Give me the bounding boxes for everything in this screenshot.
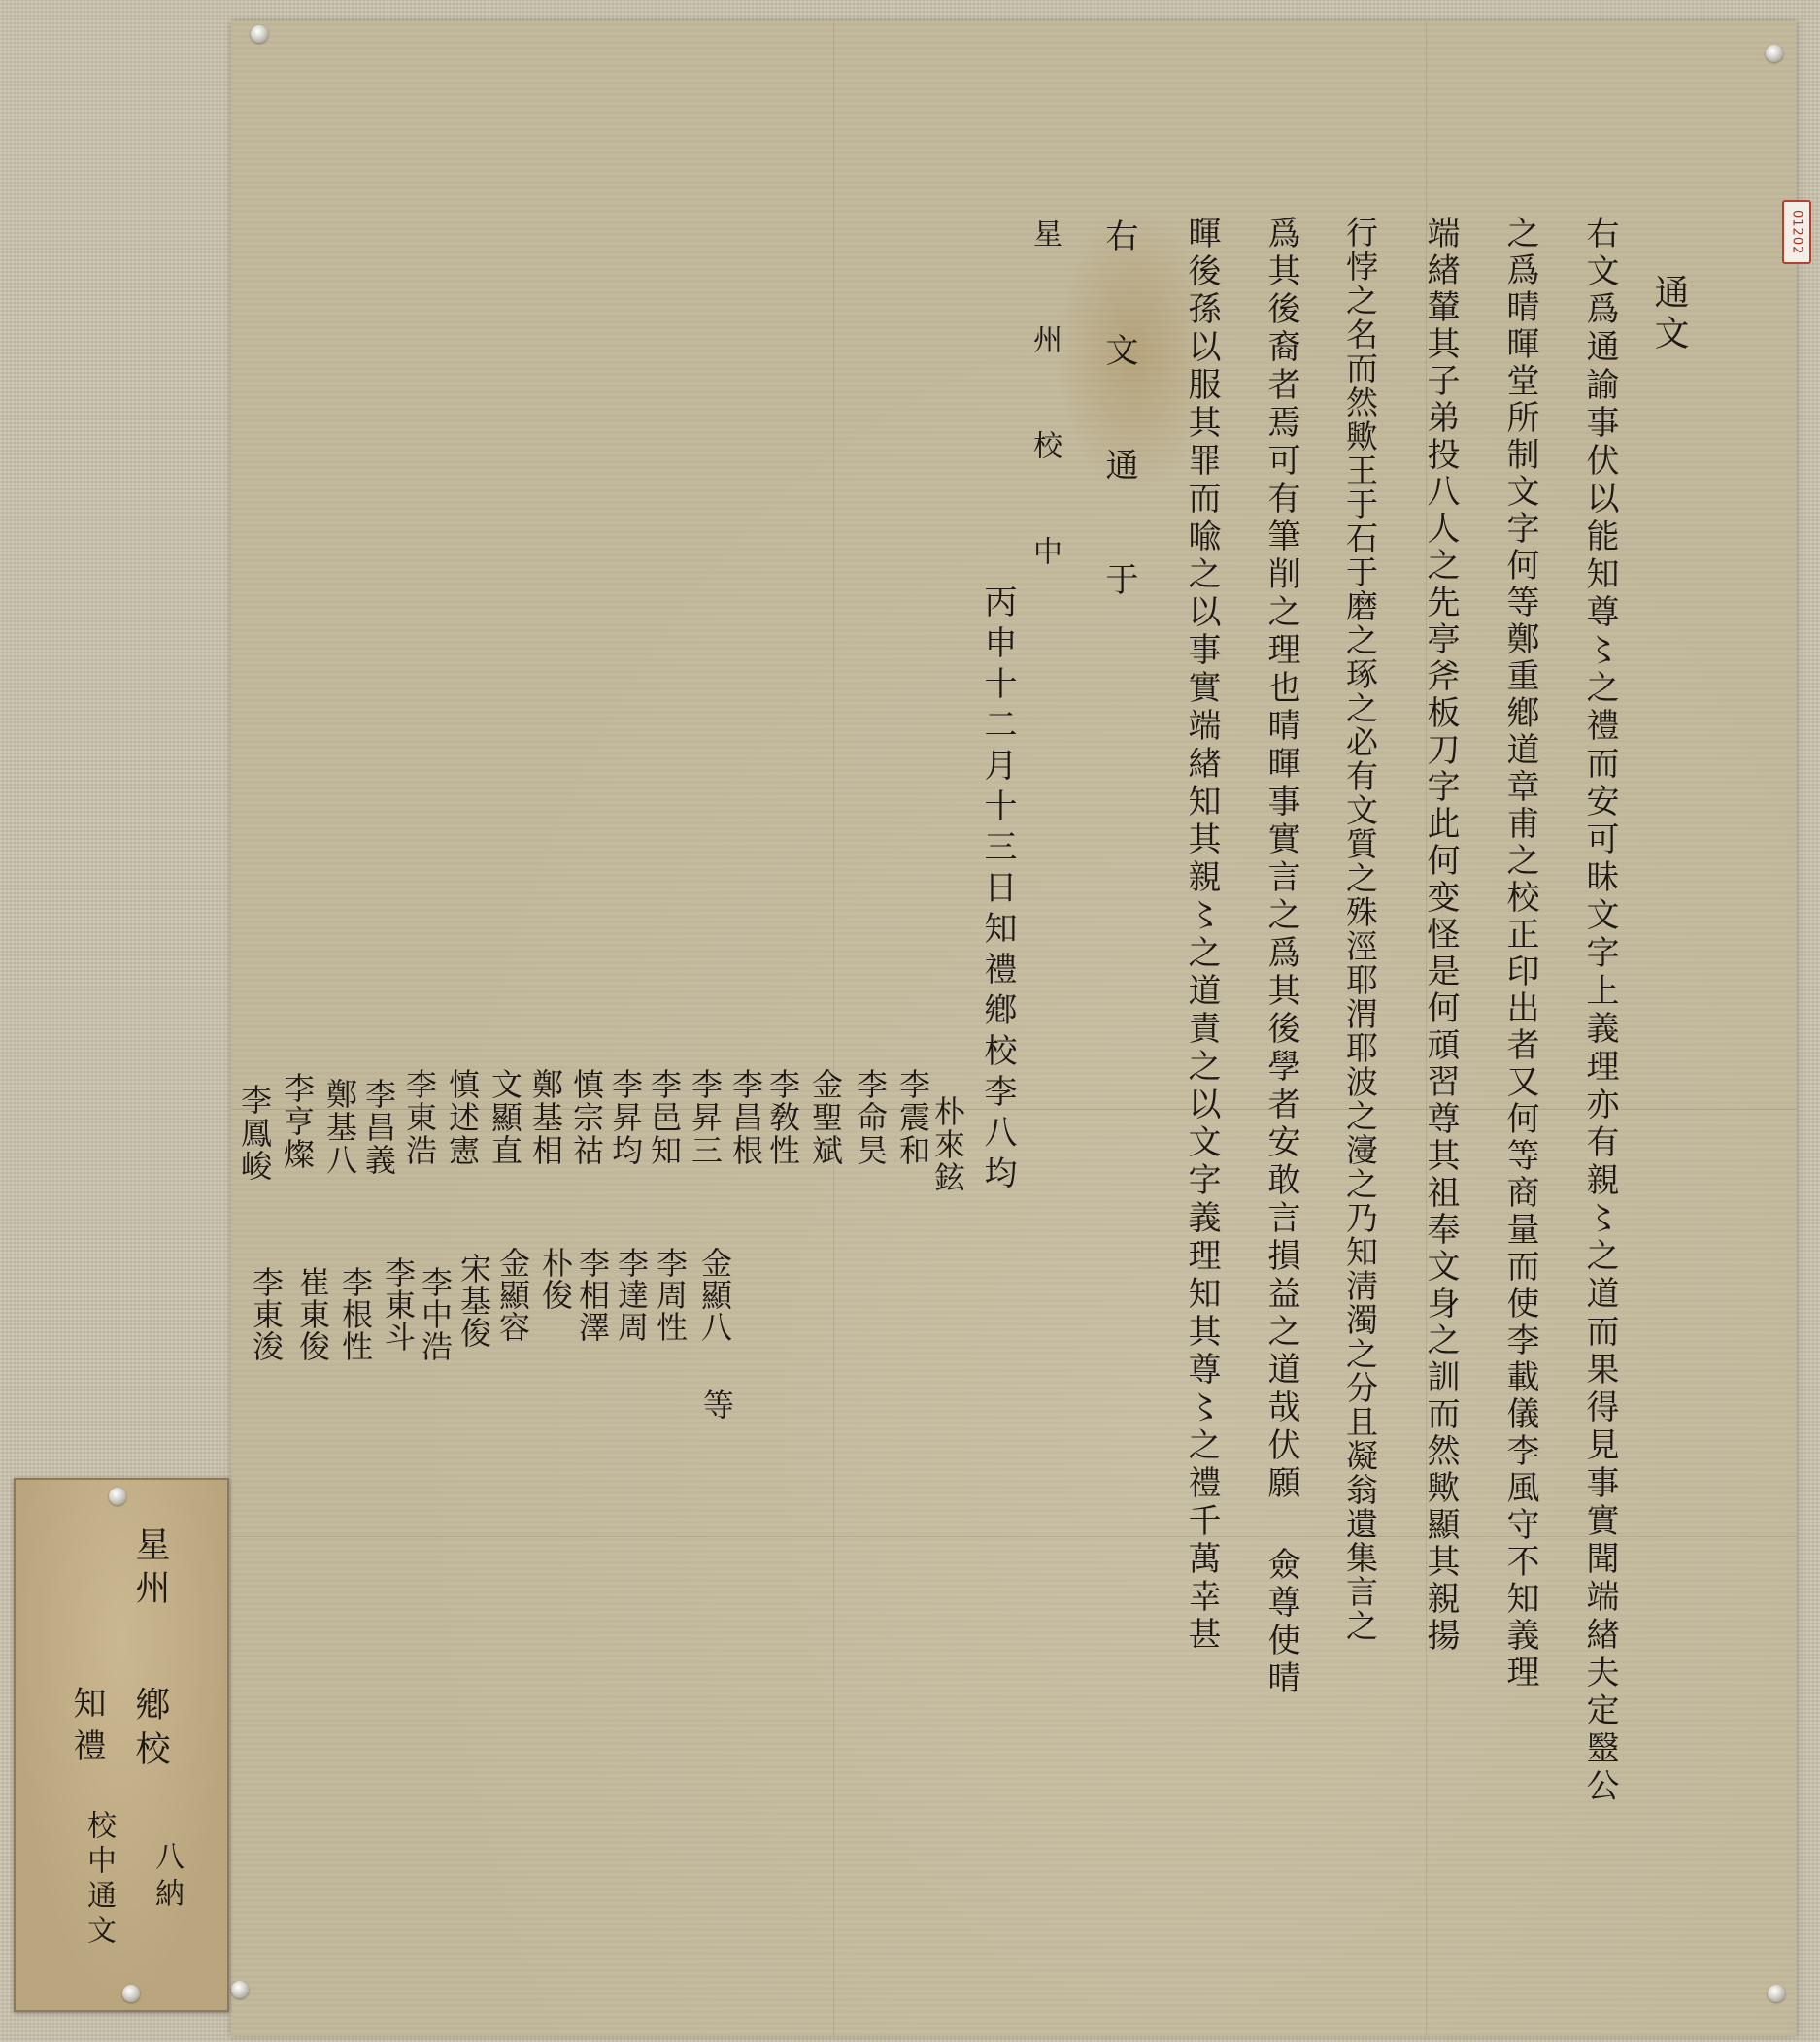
signatory-name: 崔東俊 bbox=[294, 1266, 331, 1362]
signatory-name: 文顯直 bbox=[487, 1068, 523, 1167]
signatory-name: 金顯八 bbox=[696, 1247, 733, 1343]
signatory-trailing-char: 等 bbox=[698, 1389, 735, 1421]
signatory-name: 李東斗 bbox=[380, 1256, 417, 1353]
signatory-name: 李昇均 bbox=[607, 1068, 644, 1167]
signatory-name: 李昌義 bbox=[360, 1078, 397, 1177]
pin-icon bbox=[1766, 45, 1783, 62]
signatory-name: 朴來鉉 bbox=[929, 1095, 966, 1194]
body-column-2: 之爲晴暉堂所制文字何等鄭重鄕道章甫之校正印出者又何等商量而使李載儀李風守不知義理 bbox=[1500, 216, 1539, 1691]
signatory-name: 李中浩 bbox=[417, 1266, 454, 1362]
signatory-name: 金顯容 bbox=[494, 1247, 531, 1343]
signatory-name: 李相澤 bbox=[574, 1247, 611, 1343]
label-origin: 知禮 bbox=[67, 1686, 106, 1771]
pin-icon bbox=[1768, 1985, 1785, 2002]
address-line-2: 星 州 校 中 bbox=[1028, 218, 1062, 586]
signatory-name: 李昌根 bbox=[727, 1068, 764, 1167]
pin-icon bbox=[109, 1488, 126, 1505]
pin-icon bbox=[251, 25, 268, 43]
body-column-6: 暉後孫以服其罪而喩之以事實端緖知其親〻之道責之以文字義理知其尊〻之禮千萬幸甚 bbox=[1182, 216, 1221, 1655]
signatory-name: 李東浚 bbox=[248, 1266, 285, 1362]
label-school: 鄕校 bbox=[130, 1686, 170, 1775]
signatory-name: 慎宗祜 bbox=[568, 1068, 605, 1167]
signatory-name: 李周性 bbox=[652, 1247, 689, 1343]
signatory-name: 鄭基相 bbox=[527, 1068, 564, 1167]
label-location: 星州 bbox=[130, 1526, 170, 1612]
pin-icon bbox=[122, 1985, 140, 2002]
signatory-name: 李敎性 bbox=[764, 1068, 801, 1167]
signatory-name: 慎述憲 bbox=[444, 1068, 481, 1167]
registry-stamp: 01202 bbox=[1782, 200, 1811, 264]
fold-line bbox=[231, 1536, 1797, 1537]
body-column-4: 行悖之名而然歟王于石于磨之琢之必有文質之殊涇耶渭耶波之濅之乃知淸濁之分且凝翁遺集言之 bbox=[1341, 216, 1379, 1643]
date-issuer-line: 丙申十二月十三日知禮鄕校李八均 bbox=[978, 585, 1017, 1196]
signatory-name: 宋基俊 bbox=[455, 1253, 492, 1349]
signatory-name: 李邑知 bbox=[646, 1068, 683, 1167]
signatory-name: 李根性 bbox=[337, 1266, 374, 1362]
archival-label bbox=[14, 1478, 229, 2012]
signatory-name: 李達周 bbox=[613, 1247, 650, 1343]
signatory-name: 李昇三 bbox=[687, 1068, 724, 1167]
pin-icon bbox=[231, 1981, 249, 1998]
fold-line bbox=[833, 21, 834, 2036]
document-heading: 通文 bbox=[1649, 274, 1689, 355]
body-column-5: 爲其後裔者焉可有筆削之理也晴暉事實言之爲其後學者安敢言損益之道哉伏願 僉尊使晴 bbox=[1262, 216, 1300, 1698]
signatory-name: 朴俊 bbox=[537, 1247, 574, 1311]
signatory-name: 李東浩 bbox=[401, 1068, 438, 1167]
label-title: 校中通文 bbox=[82, 1810, 116, 1950]
body-column-3: 端緖輦其子弟投八人之先亭斧板刀字此何变怪是何頑習尊其祖奉文身之訓而然歟顯其親揚 bbox=[1421, 216, 1460, 1655]
signatory-name: 李震和 bbox=[894, 1068, 931, 1167]
label-count: 八納 bbox=[150, 1841, 184, 1915]
signatory-name: 鄭基八 bbox=[321, 1078, 358, 1177]
address-line-1: 右 文 通 于 bbox=[1099, 218, 1138, 617]
signatory-name: 李鳳峻 bbox=[236, 1084, 273, 1183]
signatory-name: 金聖斌 bbox=[807, 1068, 844, 1167]
signatory-name: 李亨燦 bbox=[279, 1072, 316, 1171]
body-column-1: 右文爲通諭事伏以能知尊〻之禮而安可昧文字上義理亦有親〻之道而果得見事實聞端緖夫定毉公 bbox=[1580, 216, 1619, 1806]
signatory-name: 李命昊 bbox=[852, 1068, 889, 1167]
